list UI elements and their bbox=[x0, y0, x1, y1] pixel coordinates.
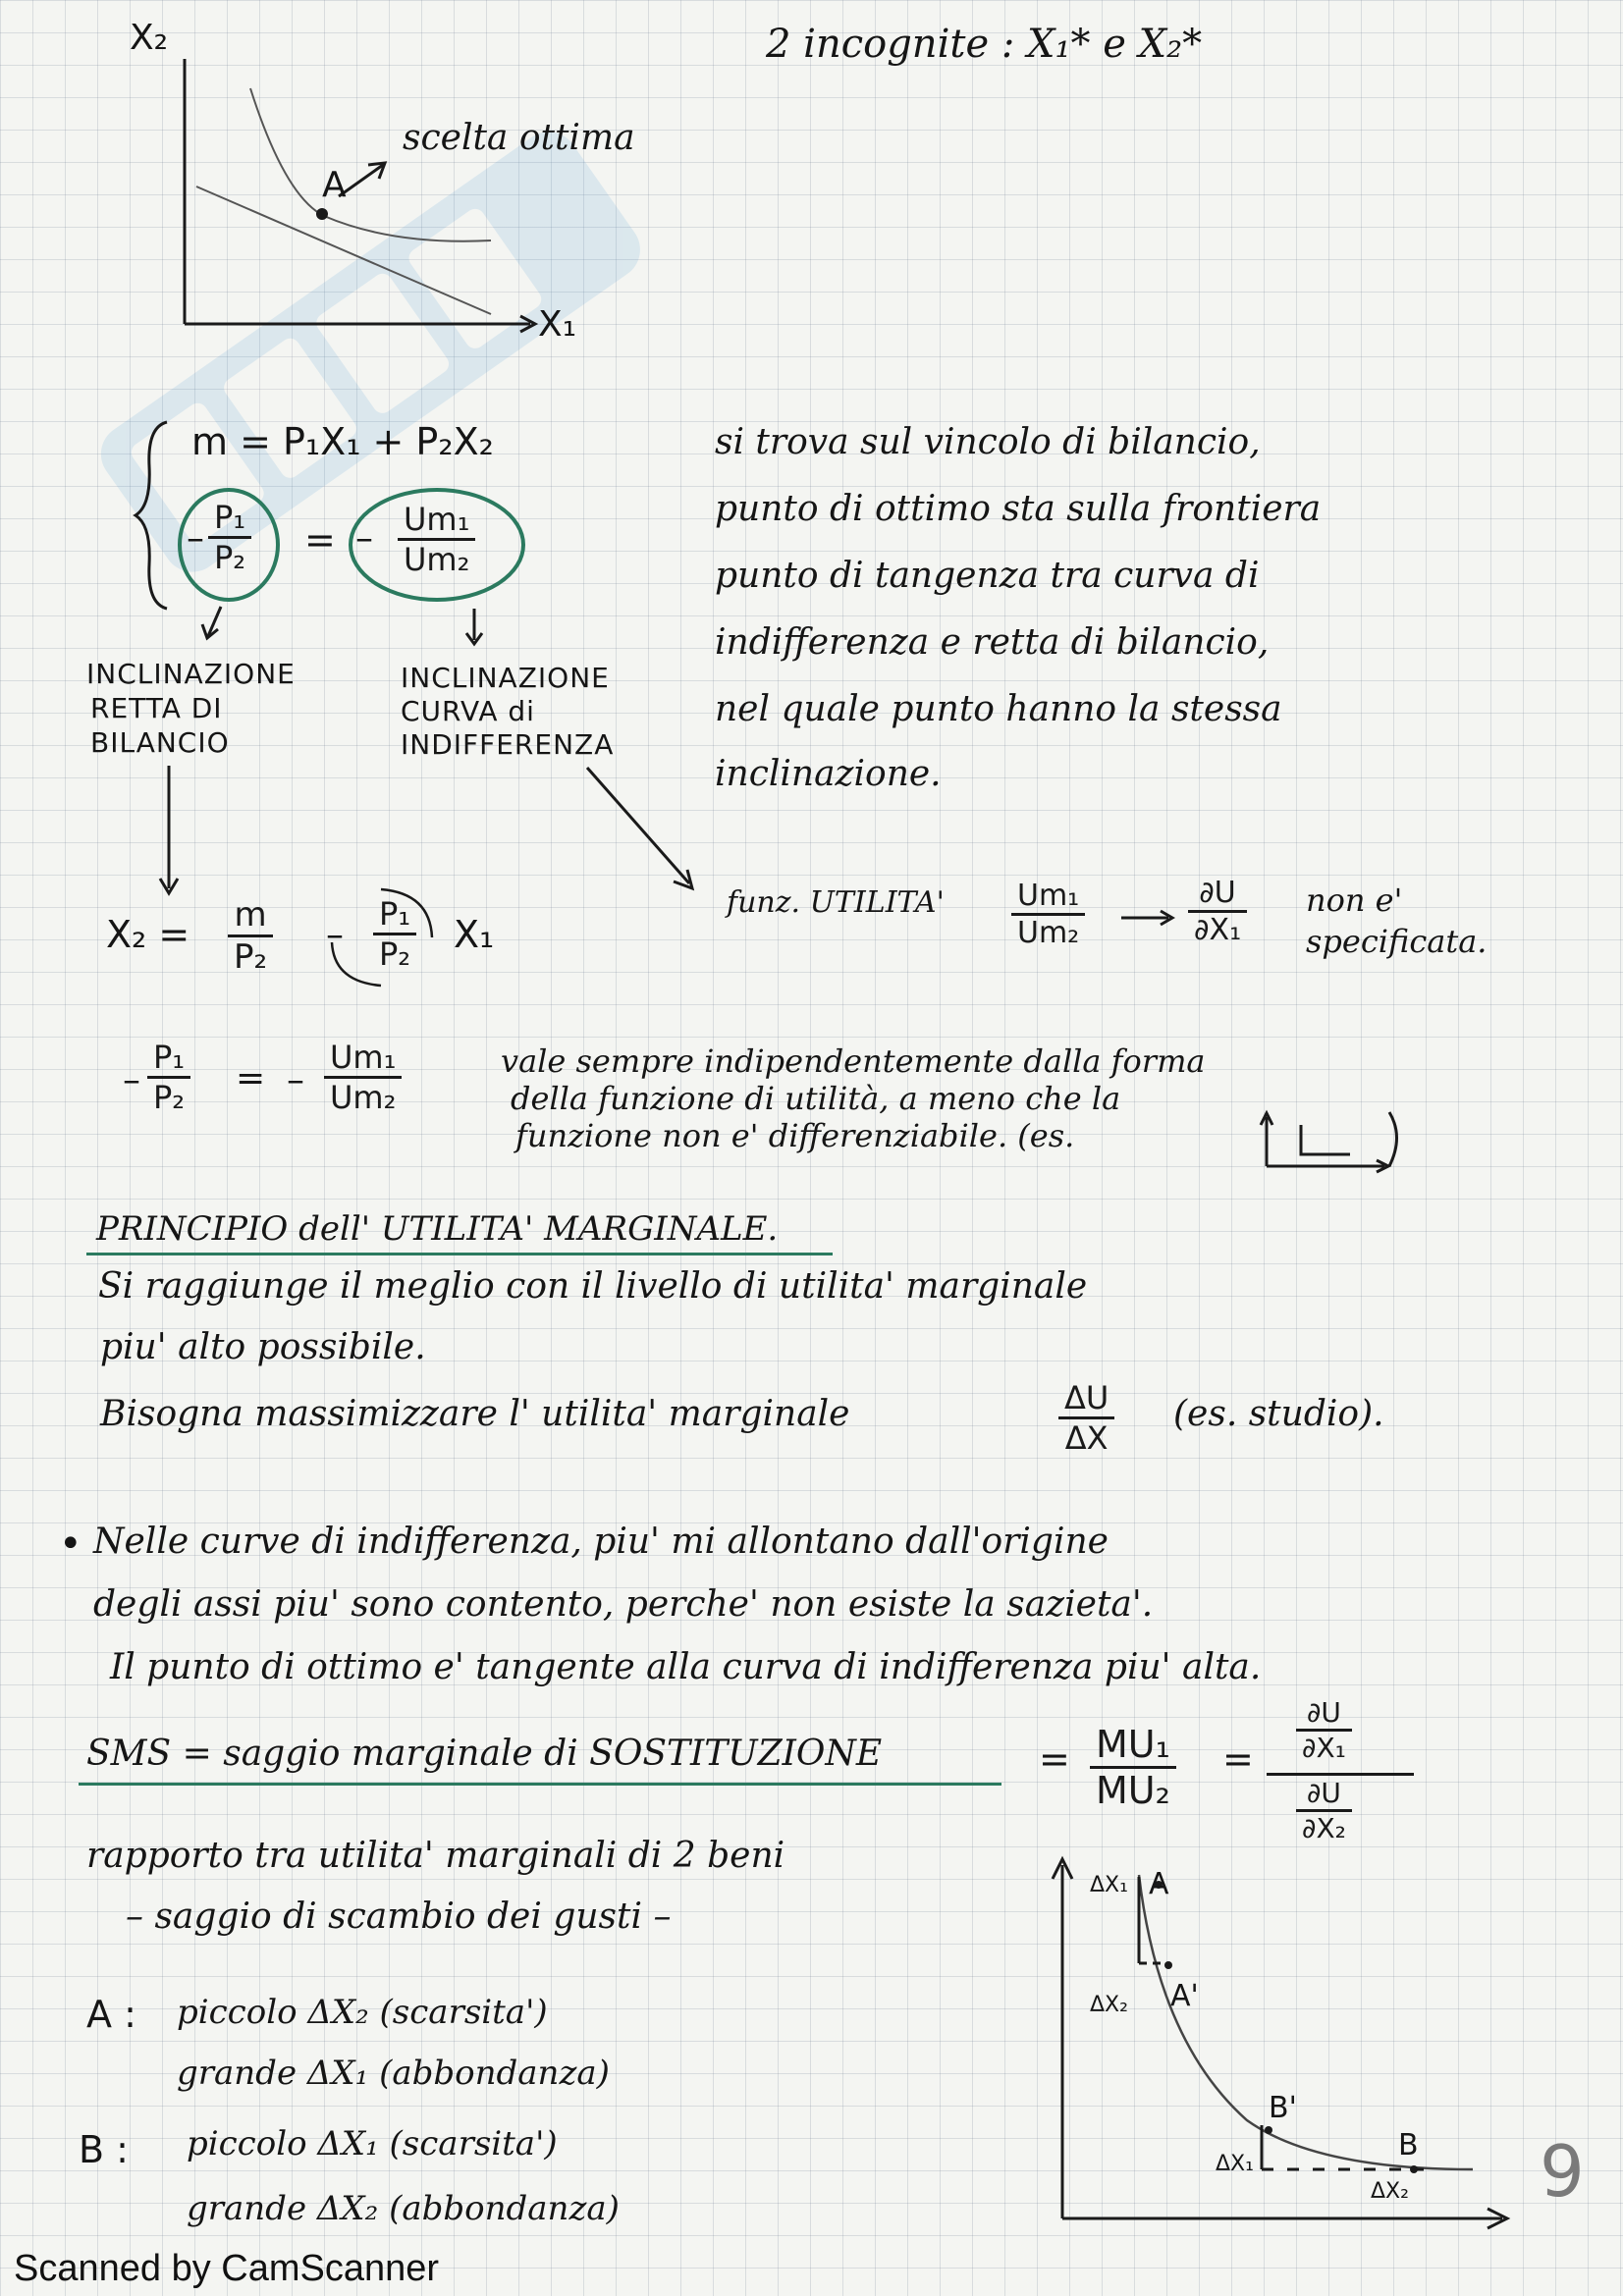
mrs-point-b-prime: B' bbox=[1269, 2091, 1297, 2125]
budget-line-intercept bbox=[228, 895, 273, 977]
always-line-3: funzione non e' differenziabile. (es. bbox=[515, 1117, 1075, 1154]
system-equals: = bbox=[304, 518, 336, 561]
price-ratio-den: P₂ bbox=[214, 539, 246, 576]
mu-fraction bbox=[1090, 1723, 1176, 1812]
explanation-line-6: inclinazione. bbox=[715, 754, 942, 794]
utility-fraction bbox=[1011, 879, 1085, 950]
utility-arrow bbox=[1121, 908, 1180, 928]
partial-ratio-bottom-num: ∂U bbox=[1296, 1777, 1352, 1812]
always-lhs-den: P₂ bbox=[153, 1079, 186, 1116]
marginal-utility-fraction bbox=[1058, 1379, 1114, 1457]
budget-equation: m = P₁X₁ + P₂X₂ bbox=[191, 420, 494, 463]
marginal-utility-num: ΔU bbox=[1058, 1379, 1114, 1419]
sms-title: SMS = saggio marginale di SOSTITUZIONE bbox=[86, 1734, 883, 1774]
case-b-label: B : bbox=[79, 2128, 129, 2171]
partial-ratio-top-den: ∂X₁ bbox=[1302, 1732, 1346, 1764]
utility-ratio-den: Um₂ bbox=[404, 541, 470, 578]
budget-line-p2-den: P₂ bbox=[379, 935, 411, 973]
always-minus-left: – bbox=[123, 1060, 140, 1100]
inclination-budget-line-1: INCLINAZIONE bbox=[86, 658, 296, 690]
always-line-2: della funzione di utilità, a meno che la bbox=[511, 1080, 1121, 1117]
utility-function-label: funz. UTILITA' bbox=[727, 885, 945, 920]
case-b-line-2: grande ΔX₂ (abbondanza) bbox=[187, 2189, 620, 2228]
always-rhs-den: Um₂ bbox=[330, 1079, 397, 1116]
mrs-point-a: A bbox=[1149, 1867, 1169, 1901]
partial-derivative-fraction bbox=[1188, 876, 1247, 947]
budget-line-m: m bbox=[228, 895, 273, 937]
utility-note-1: non e' bbox=[1306, 881, 1403, 919]
partial-ratio-bottom bbox=[1296, 1777, 1352, 1844]
left-minus: – bbox=[187, 518, 204, 559]
utility-ratio-num: Um₁ bbox=[398, 501, 475, 541]
always-rhs-num: Um₁ bbox=[324, 1039, 402, 1079]
sms-line-2: – saggio di scambio dei gusti – bbox=[126, 1896, 672, 1937]
partial-ratio-bottom-den: ∂X₂ bbox=[1302, 1812, 1346, 1844]
leontief-sketch bbox=[1257, 1107, 1414, 1176]
inclination-budget-line-3: BILANCIO bbox=[90, 726, 230, 759]
graph-y-axis-label: X₂ bbox=[130, 18, 169, 58]
marginal-utility-den: ΔX bbox=[1064, 1419, 1109, 1457]
sms-equals-1: = bbox=[1039, 1737, 1070, 1781]
inclination-curve-line-1: INCLINAZIONE bbox=[401, 662, 610, 694]
bullet-line-3: Il punto di ottimo e' tangente alla curva di indifferenza piu' alta. bbox=[110, 1647, 1262, 1687]
case-a-line-1: piccolo ΔX₂ (scarsita') bbox=[177, 1993, 548, 2032]
right-minus: – bbox=[355, 518, 373, 559]
inclination-curve-line-3: INDIFFERENZA bbox=[401, 728, 615, 761]
budget-line-minus: – bbox=[326, 915, 344, 955]
page-number: 9 bbox=[1540, 2130, 1585, 2213]
mrs-dx2-b: ΔX₂ bbox=[1371, 2179, 1409, 2204]
explanation-line-4: indifferenza e retta di bilancio, bbox=[715, 622, 1270, 663]
mu-num: MU₁ bbox=[1090, 1723, 1176, 1769]
sms-underline bbox=[79, 1783, 1001, 1786]
principle-line-3: Bisogna massimizzare l' utilita' marginale bbox=[100, 1394, 850, 1434]
sms-equals-2: = bbox=[1222, 1737, 1254, 1781]
budget-line-x1: X₁ bbox=[454, 913, 495, 956]
partial-ratio-main-bar bbox=[1267, 1773, 1414, 1776]
case-a-label: A : bbox=[86, 1993, 136, 2036]
budget-line-lhs: X₂ = bbox=[106, 913, 190, 956]
always-lhs-num: P₁ bbox=[147, 1039, 190, 1079]
bullet-line-2: degli assi piu' sono contento, perche' non esiste la sazieta'. bbox=[93, 1584, 1154, 1625]
unknowns-heading: 2 incognite : X₁* e X₂* bbox=[766, 22, 1203, 67]
inclination-budget-line-2: RETTA DI bbox=[90, 692, 223, 724]
bullet-line-1: Nelle curve di indifferenza, piu' mi allontano dall'origine bbox=[93, 1522, 1109, 1562]
case-b-line-1: piccolo ΔX₁ (scarsita') bbox=[187, 2124, 558, 2163]
partial-ratio-top-num: ∂U bbox=[1296, 1696, 1352, 1732]
mrs-dx1-b: ΔX₁ bbox=[1216, 2152, 1254, 2176]
scanner-footer: Scanned by CamScanner bbox=[14, 2248, 440, 2289]
bullet-dot: • bbox=[59, 1522, 82, 1567]
utility-note-2: specificata. bbox=[1306, 923, 1488, 960]
explanation-line-3: punto di tangenza tra curva di bbox=[715, 556, 1260, 596]
case-a-line-2: grande ΔX₁ (abbondanza) bbox=[177, 2054, 610, 2093]
utility-fraction-num: Um₁ bbox=[1011, 879, 1085, 916]
explanation-line-1: si trova sul vincolo di bilancio, bbox=[715, 422, 1261, 462]
principle-line-2: piu' alto possibile. bbox=[100, 1327, 426, 1367]
utility-fraction-den: Um₂ bbox=[1017, 916, 1080, 950]
principle-underline bbox=[86, 1253, 833, 1255]
point-a-label: A bbox=[322, 165, 347, 205]
principle-example: (es. studio). bbox=[1173, 1394, 1384, 1434]
always-minus-right: – bbox=[287, 1060, 304, 1100]
mrs-point-a-prime: A' bbox=[1170, 1979, 1199, 2013]
budget-line-slope bbox=[373, 895, 416, 973]
always-equals: = bbox=[236, 1058, 266, 1098]
partial-derivative-den: ∂X₁ bbox=[1194, 913, 1242, 947]
principle-title: PRINCIPIO dell' UTILITA' MARGINALE. bbox=[96, 1209, 779, 1249]
explanation-line-5: nel quale punto hanno la stessa bbox=[715, 689, 1282, 729]
mrs-graph bbox=[1021, 1845, 1532, 2258]
always-rhs-fraction bbox=[324, 1039, 402, 1116]
mrs-point-b: B bbox=[1398, 2128, 1419, 2163]
budget-line-p1: P₁ bbox=[373, 895, 416, 935]
always-lhs-fraction bbox=[147, 1039, 190, 1116]
mrs-dx2-a: ΔX₂ bbox=[1090, 1993, 1128, 2017]
always-line-1: vale sempre indipendentemente dalla forma bbox=[501, 1042, 1206, 1080]
inclination-curve-line-2: CURVA di bbox=[401, 695, 535, 727]
derivation-arrows bbox=[0, 0, 785, 933]
mrs-dx1-a: ΔX₁ bbox=[1090, 1873, 1128, 1897]
budget-line-p2: P₂ bbox=[234, 937, 268, 977]
price-ratio-num: P₁ bbox=[208, 499, 251, 539]
partial-derivative-num: ∂U bbox=[1188, 876, 1247, 913]
partial-ratio-top bbox=[1296, 1696, 1352, 1764]
graph-x-axis-label: X₁ bbox=[538, 304, 577, 345]
mu-den: MU₂ bbox=[1096, 1769, 1170, 1812]
optimal-choice-label: scelta ottima bbox=[403, 118, 635, 158]
principle-line-1: Si raggiunge il meglio con il livello di utilita' marginale bbox=[98, 1266, 1088, 1307]
sms-line-1: rapporto tra utilita' marginali di 2 beni bbox=[86, 1836, 785, 1876]
explanation-line-2: punto di ottimo sta sulla frontiera bbox=[715, 489, 1322, 529]
